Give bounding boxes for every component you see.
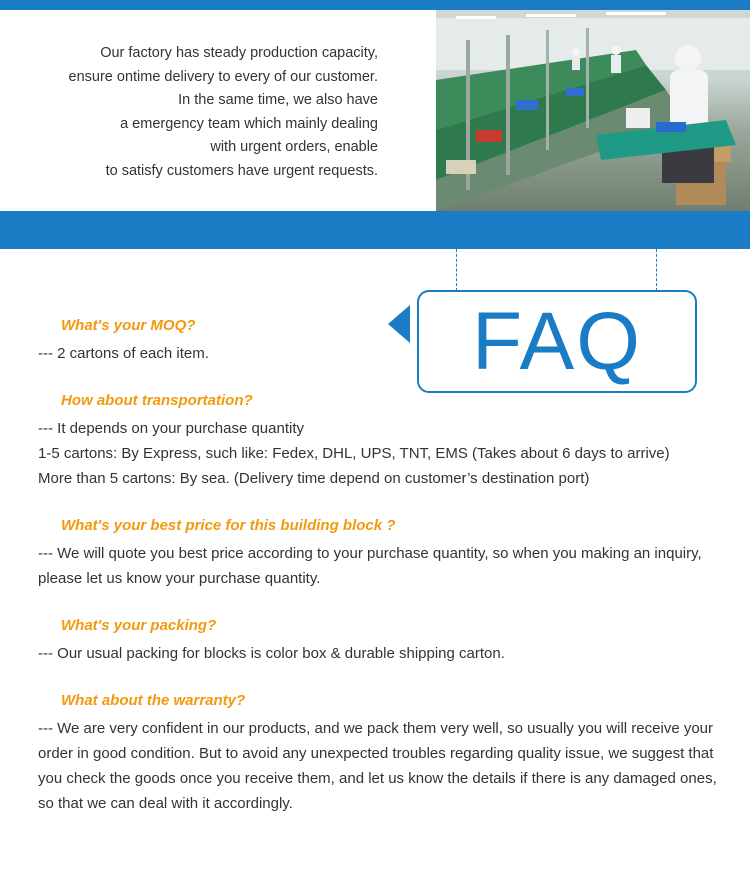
factory-intro-text [69,42,378,183]
faq-question: What's your packing? [61,617,217,634]
top-banner-bar [0,0,750,10]
intro-line: In the same time, we also have [178,92,378,108]
faq-answer: More than 5 cartons: By sea. (Delivery time depend on customer’s destination port) [38,470,590,487]
section-divider-bar [0,211,750,249]
faq-answer: --- Our usual packing for blocks is color box & durable shipping carton. [38,645,505,662]
faq-title: FAQ [471,295,643,387]
faq-answer: --- We will quote you best price according to your purchase quantity, so when you making an inquiry, please let us know your purchase quantity. [38,545,702,587]
intro-line: to satisfy customers have urgent requests. [105,162,378,179]
hanging-line [456,249,457,291]
factory-production-photo [436,10,750,211]
faq-question: What's your MOQ? [61,317,196,334]
faq-question: What about the warranty? [61,692,246,709]
factory-scene-illustration [436,10,750,211]
faq-question: What's your best price for this building block ? [61,517,396,534]
intro-line: ensure ontime delivery to every of our customer. [68,68,378,85]
faq-item [38,391,718,491]
faq-answer: --- 2 cartons of each item. [38,345,209,362]
faq-list [38,316,718,841]
faq-item [38,316,718,366]
faq-item [38,691,718,816]
hanging-line [656,249,657,291]
faq-answer: 1-5 cartons: By Express, such like: Fedex, DHL, UPS, TNT, EMS (Takes about 6 days to arrive) [38,445,670,462]
intro-line: with urgent orders, enable [210,139,378,155]
faq-item [38,616,718,666]
faq-answer: --- It depends on your purchase quantity [38,420,304,437]
faq-answer: --- We are very confident in our products, and we pack them very well, so usually you will receive your order in good condition. But to avoid any unexpected troubles regarding quality issue, we suggest that you check the goods once you receive them, and let us know the details if there is any damaged ones, so that we can deal with it accordingly. [38,720,717,812]
faq-item [38,516,718,591]
intro-line: Our factory has steady production capacity, [100,45,378,61]
intro-line: a emergency team which mainly dealing [120,115,378,132]
faq-question: How about transportation? [61,392,253,409]
